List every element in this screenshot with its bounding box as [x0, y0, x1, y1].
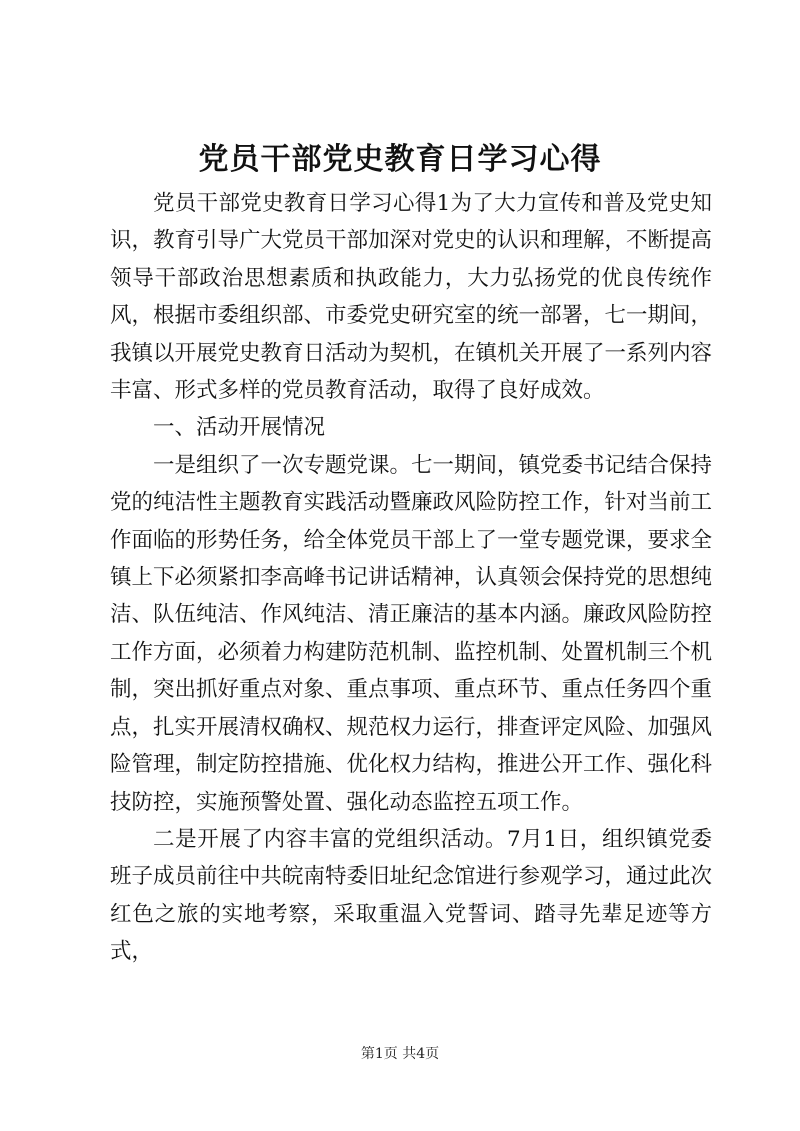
document-body: [110, 185, 712, 971]
page-number: 第1页 共4页: [360, 1046, 440, 1062]
paragraph-lecture: 一是组织了一次专题党课。七一期间，镇党委书记结合保持党的纯洁性主题教育实践活动暨廉政风险防控工作，针对当前工作面临的形势任务，给全体党员干部上了一堂专题党课，要求全镇上下必须紧扣李高峰书记讲话精神，认真领会保持党的思想纯洁、队伍纯洁、作风纯洁、清正廉洁的基本内涵。廉政风险防控工作方面，必须着力构建防范机制、监控机制、处置机制三个机制，突出抓好重点对象、重点事项、重点环节、重点任务四个重点，扎实开展清权确权、规范权力运行，排查评定风险、加强风险管理，制定防控措施、优化权力结构，推进公开工作、强化科技防控，实施预警处置、强化动态监控五项工作。: [110, 452, 713, 815]
document-title: 党员干部党史教育日学习心得: [198, 142, 602, 177]
paragraph-activities: 二是开展了内容丰富的党组织活动。7月1日，组织镇党委班子成员前往中共皖南特委旧址纪念馆进行参观学习，通过此次红色之旅的实地考察，采取重温入党誓词、踏寻先辈足迹等方式，: [110, 826, 713, 965]
section-heading: 一、活动开展情况: [153, 415, 326, 441]
paragraph-intro: 党员干部党史教育日学习心得1为了大力宣传和普及党史知识，教育引导广大党员干部加深对党史的认识和理解，不断提高领导干部政治思想素质和执政能力，大力弘扬党的优良传统作风，根据市委组织部、市委党史研究室的统一部署，七一期间，我镇以开展党史教育日活动为契机，在镇机关开展了一系列内容丰富、形式多样的党员教育活动，取得了良好成效。: [110, 191, 713, 404]
